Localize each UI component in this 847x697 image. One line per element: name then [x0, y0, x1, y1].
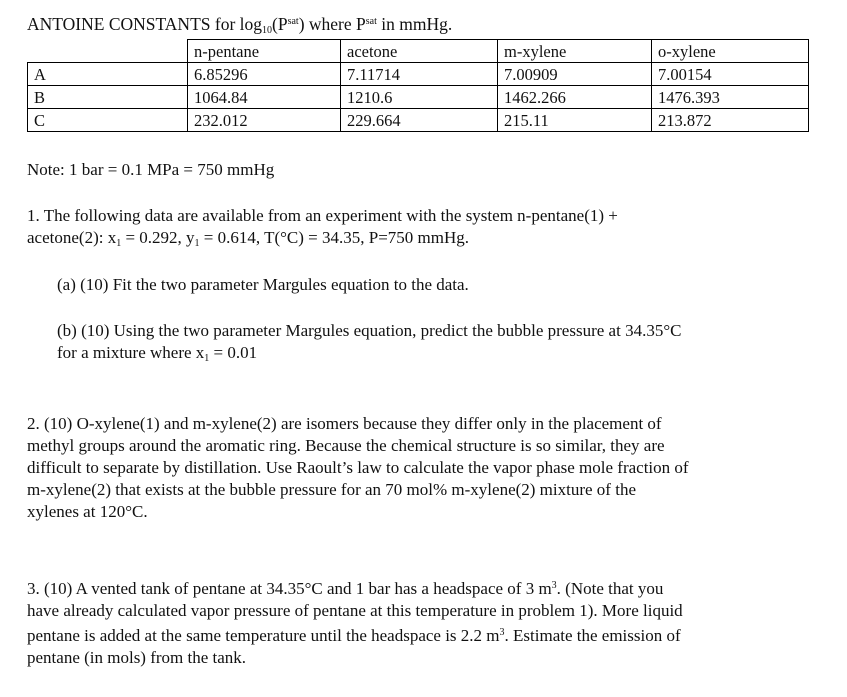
problem-text: 3. (10) A vented tank of pentane at 34.35°C and 1 bar has a headspace of 3 m	[27, 579, 552, 598]
table-cell: 6.85296	[188, 63, 341, 86]
problem-2-line: xylenes at 120°C.	[27, 502, 148, 521]
problem-3-line: have already calculated vapor pressure of pentane at this temperature in problem 1). More liquid	[27, 601, 683, 620]
title-subscript: 10	[262, 25, 273, 36]
antoine-constants-table	[27, 39, 809, 132]
problem-text: acetone(2): x	[27, 228, 117, 247]
unit-note: Note: 1 bar = 0.1 MPa = 750 mmHg	[27, 160, 275, 179]
table-cell: 1462.266	[498, 86, 652, 109]
problem-text: pentane is added at the same temperature until the headspace is 2.2 m	[27, 626, 500, 645]
table-header-row	[28, 40, 809, 63]
problem-2-line: 2. (10) O-xylene(1) and m-xylene(2) are isomers because they differ only in the placement of	[27, 414, 662, 433]
problem-1b-line	[57, 342, 817, 370]
table-corner-cell	[28, 40, 188, 63]
problem-text: . (Note that you	[556, 579, 664, 598]
problem-3-line	[27, 575, 817, 600]
problem-text: = 0.292, y	[121, 228, 195, 247]
problem-text: = 0.01	[209, 343, 258, 362]
problem-text: = 0.614, T(°C) = 34.35, P=750 mmHg.	[199, 228, 470, 247]
problem-1b-line: (b) (10) Using the two parameter Margules equation, predict the bubble pressure at 34.35°C	[57, 321, 682, 340]
problem-1b	[57, 320, 817, 370]
row-label: C	[28, 109, 188, 132]
table-row	[28, 63, 809, 86]
problem-1-line	[27, 227, 817, 255]
problem-2-line: m-xylene(2) that exists at the bubble pressure for an 70 mol% m-xylene(2) mixture of the	[27, 480, 636, 499]
subscript: 1	[204, 353, 210, 364]
title-superscript: sat	[365, 16, 377, 27]
table-cell: 1210.6	[341, 86, 498, 109]
problem-3	[27, 575, 817, 669]
problem-1-line: 1. The following data are available from an experiment with the system n-pentane(1) +	[27, 206, 618, 225]
subscript: 1	[116, 238, 122, 249]
column-header: o-xylene	[652, 40, 809, 63]
title-text: (P	[272, 14, 288, 34]
title-text: ANTOINE CONSTANTS for log	[27, 14, 263, 34]
table-cell: 213.872	[652, 109, 809, 132]
column-header: acetone	[341, 40, 498, 63]
problem-2-line: methyl groups around the aromatic ring. Because the chemical structure is so similar, they are	[27, 436, 665, 455]
table-cell: 7.00909	[498, 63, 652, 86]
problem-1a: (a) (10) Fit the two parameter Margules equation to the data.	[57, 275, 469, 294]
table-cell: 1476.393	[652, 86, 809, 109]
problem-2-line: difficult to separate by distillation. Use Raoult’s law to calculate the vapor phase mole fraction of	[27, 458, 689, 477]
problem-1	[27, 205, 817, 255]
table-row	[28, 86, 809, 109]
table-cell: 232.012	[188, 109, 341, 132]
column-header: n-pentane	[188, 40, 341, 63]
table-row	[28, 109, 809, 132]
table-cell: 229.664	[341, 109, 498, 132]
title-text: in mmHg.	[376, 14, 453, 34]
problem-text: for a mixture where x	[57, 343, 205, 362]
column-header: m-xylene	[498, 40, 652, 63]
row-label: A	[28, 63, 188, 86]
superscript: 3	[499, 627, 505, 638]
subscript: 1	[194, 238, 200, 249]
problem-text: . Estimate the emission of	[504, 626, 681, 645]
table-cell: 1064.84	[188, 86, 341, 109]
table-cell: 215.11	[498, 109, 652, 132]
title-superscript: sat	[287, 16, 299, 27]
page-title	[27, 14, 452, 36]
problem-2	[27, 413, 817, 523]
problem-3-line	[27, 622, 817, 647]
superscript: 3	[551, 580, 557, 591]
table-cell: 7.00154	[652, 63, 809, 86]
problem-3-line: pentane (in mols) from the tank.	[27, 648, 247, 667]
row-label: B	[28, 86, 188, 109]
table-cell: 7.11714	[341, 63, 498, 86]
title-text: ) where P	[298, 14, 366, 34]
